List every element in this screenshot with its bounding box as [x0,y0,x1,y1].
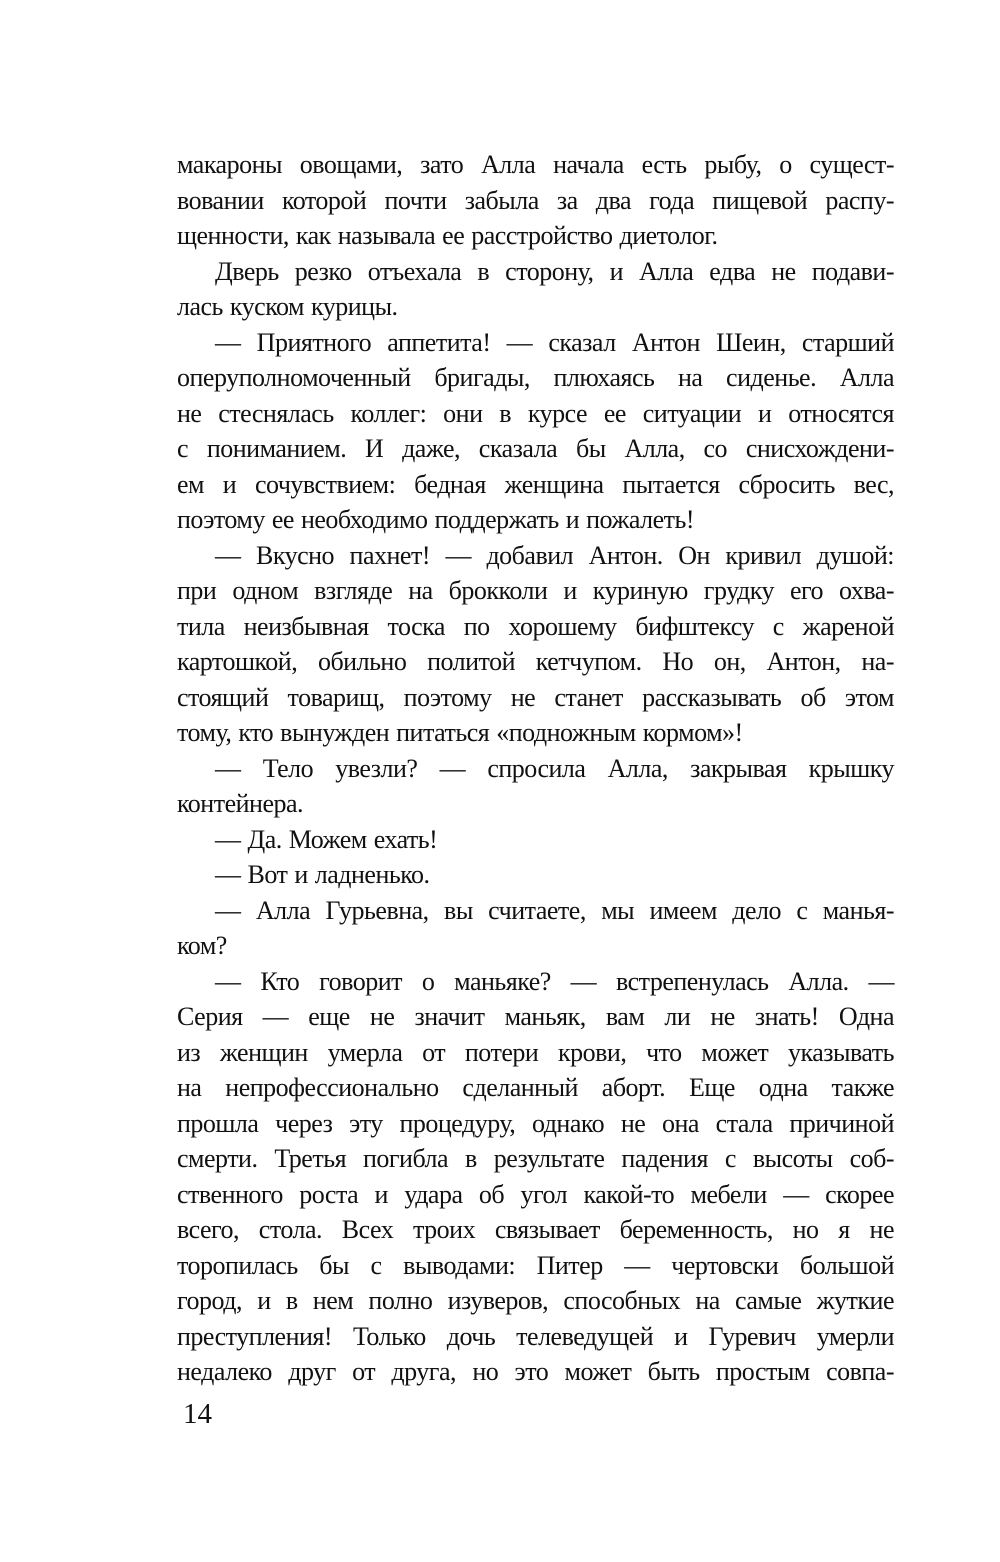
paragraph [177,254,894,325]
text-line: ком? [177,931,227,960]
text-line: стоящий товарищ, поэтому не станет рассказывать об этом [177,682,894,712]
text-line: смерти. Третья погибла в результате падения с высоты соб- [177,1144,894,1173]
text-line: ем и сочувствием: бедная женщина пытается сбросить вес, [177,469,894,499]
text-line: — Тело увезли? — спросила Алла, закрывая крышку [215,753,894,783]
text-line: — Приятного аппетита! — сказал Антон Шеин, старший [215,327,894,357]
paragraph [177,325,894,538]
paragraph [177,857,894,893]
text-line: контейнера. [177,789,304,818]
paragraph [177,751,894,822]
text-line: с пониманием. И даже, сказала бы Алла, со снисхождени- [177,434,894,463]
text-line: преступления! Только дочь телеведущей и Гуревич умерли [177,1321,894,1351]
paragraph [177,964,894,1390]
paragraph [177,538,894,751]
text-line: торопилась бы с выводами: Питер — чертовски большой [177,1250,894,1280]
text-line: тила неизбывная тоска по хорошему бифштексу с жареной [177,611,894,641]
text-line: макароны овощами, зато Алла начала есть рыбу, о сущест- [177,150,894,179]
text-line: всего, стола. Всех троих связывает беременность, но я не [177,1215,894,1244]
text-line: прошла через эту процедуру, однако не она стала причиной [177,1108,894,1138]
text-line: при одном взгляде на брокколи и куриную грудку его охва- [177,576,894,605]
text-line: — Вкусно пахнет! — добавил Антон. Он кривил душой: [215,540,894,570]
text-line: город, и в нем полно изуверов, способных на самые жуткие [177,1286,894,1315]
text-line: картошкой, обильно политой кетчупом. Но он, Антон, на- [177,647,894,676]
text-line: из женщин умерла от потери крови, что может указывать [177,1037,894,1067]
paragraph [177,822,894,858]
text-line: щенности, как называла ее расстройство диетолог. [177,221,718,250]
text-line: не стеснялась коллег: они в курсе ее ситуации и относятся [177,398,894,428]
text-line: лась куском курицы. [177,292,398,321]
text-line: на непрофессионально сделанный аборт. Еще одна также [177,1073,894,1102]
text-line: поэтому ее необходимо поддержать и пожалеть! [177,505,695,534]
text-line: Дверь резко отъехала в сторону, и Алла едва не подави- [215,256,894,286]
text-block [177,147,894,1390]
text-line: — Вот и ладненько. [215,860,430,889]
text-line: — Кто говорит о маньяке? — встрепенулась Алла. — [215,966,894,996]
text-line: ственного роста и удара об угол какой-то мебели — скорее [177,1179,894,1209]
text-line: — Да. Можем ехать! [215,824,438,854]
text-line: тому, кто вынужден питаться «подножным кормом»! [177,718,743,747]
text-line: вовании которой почти забыла за два года пищевой распу- [177,185,894,215]
paragraph [177,893,894,964]
text-line: недалеко друг от друга, но это может быть простым совпа- [177,1357,894,1386]
text-line: — Алла Гурьевна, вы считаете, мы имеем дело с манья- [215,895,894,925]
text-line: Серия — еще не значит маньяк, вам ли не знать! Одна [177,1002,894,1031]
page-number: 14 [183,1398,212,1430]
text-line: оперуполномоченный бригады, плюхаясь на сиденье. Алла [177,363,894,392]
paragraph [177,147,894,254]
